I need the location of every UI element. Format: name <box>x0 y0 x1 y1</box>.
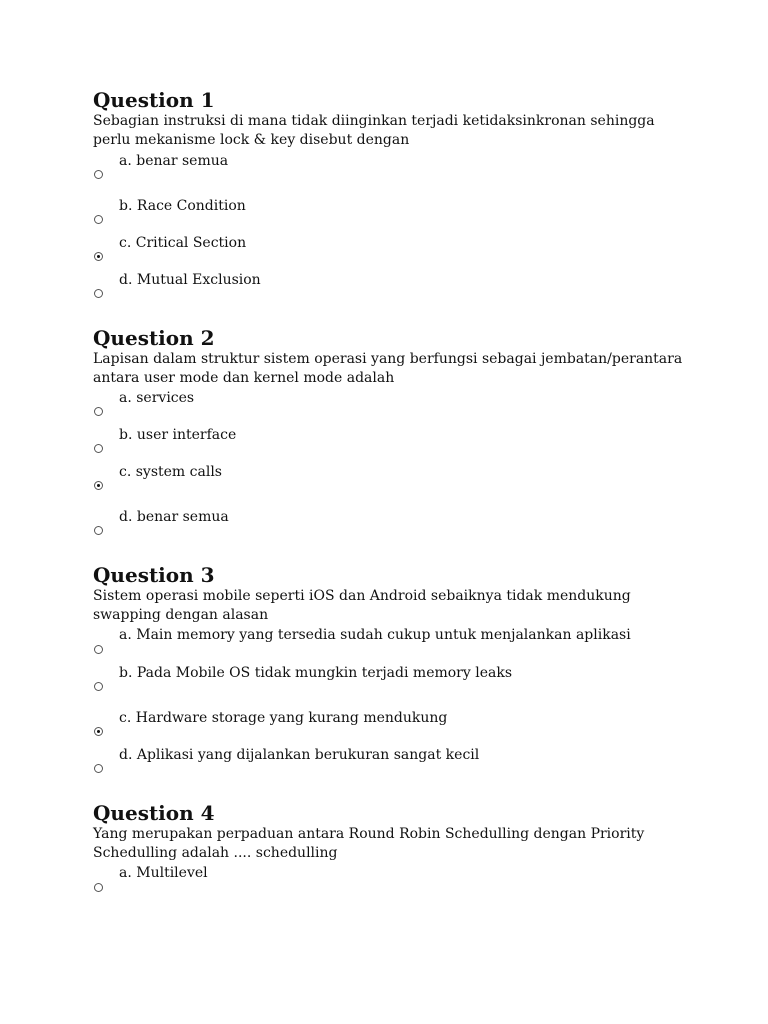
question-text-line-2: antara user mode dan kernel mode adalah <box>93 370 395 386</box>
question-2 <box>93 326 713 525</box>
option-label: b. Race Condition <box>119 198 246 214</box>
question-1 <box>93 88 713 288</box>
option-label: b. Pada Mobile OS tidak mungkin terjadi memory leaks <box>119 665 513 681</box>
radio-button[interactable] <box>94 645 103 654</box>
question-3 <box>93 563 713 763</box>
radio-button[interactable] <box>94 170 103 179</box>
radio-button[interactable] <box>94 764 103 773</box>
option-label: a. benar semua <box>119 153 229 169</box>
radio-button[interactable] <box>94 215 103 224</box>
option-label: d. benar semua <box>119 509 229 525</box>
option-label: b. user interface <box>119 427 237 443</box>
question-text-line-2: perlu mekanisme lock & key disebut dengan <box>93 132 410 148</box>
option-label: c. Critical Section <box>119 235 247 251</box>
question-title: Question 3 <box>93 563 215 587</box>
question-text-line-1: Sistem operasi mobile seperti iOS dan Android sebaiknya tidak mendukung <box>93 588 631 604</box>
question-title: Question 2 <box>93 326 215 350</box>
radio-button[interactable] <box>94 481 103 490</box>
radio-button[interactable] <box>94 252 103 261</box>
radio-button[interactable] <box>94 682 103 691</box>
radio-button[interactable] <box>94 407 103 416</box>
option-label: a. Multilevel <box>119 865 208 881</box>
question-text-line-2: Schedulling adalah .... schedulling <box>93 845 338 861</box>
question-title: Question 4 <box>93 801 215 825</box>
question-text-line-1: Yang merupakan perpaduan antara Round Robin Schedulling dengan Priority <box>93 826 645 842</box>
radio-button[interactable] <box>94 444 103 453</box>
question-text-line-1: Sebagian instruksi di mana tidak diinginkan terjadi ketidaksinkronan sehingga <box>93 113 655 129</box>
radio-button[interactable] <box>94 883 103 892</box>
radio-button[interactable] <box>94 727 103 736</box>
radio-button[interactable] <box>94 526 103 535</box>
question-4 <box>93 801 713 881</box>
option-label: c. Hardware storage yang kurang mendukung <box>119 710 448 726</box>
option-label: a. Main memory yang tersedia sudah cukup untuk menjalankan aplikasi <box>119 627 631 643</box>
option-label: c. system calls <box>119 464 222 480</box>
option-label: d. Aplikasi yang dijalankan berukuran sangat kecil <box>119 747 480 763</box>
question-text-line-2: swapping dengan alasan <box>93 607 269 623</box>
option-label: d. Mutual Exclusion <box>119 272 261 288</box>
radio-button[interactable] <box>94 289 103 298</box>
question-text-line-1: Lapisan dalam struktur sistem operasi yang berfungsi sebagai jembatan/perantara <box>93 351 683 367</box>
question-title: Question 1 <box>93 88 215 112</box>
option-label: a. services <box>119 390 195 406</box>
